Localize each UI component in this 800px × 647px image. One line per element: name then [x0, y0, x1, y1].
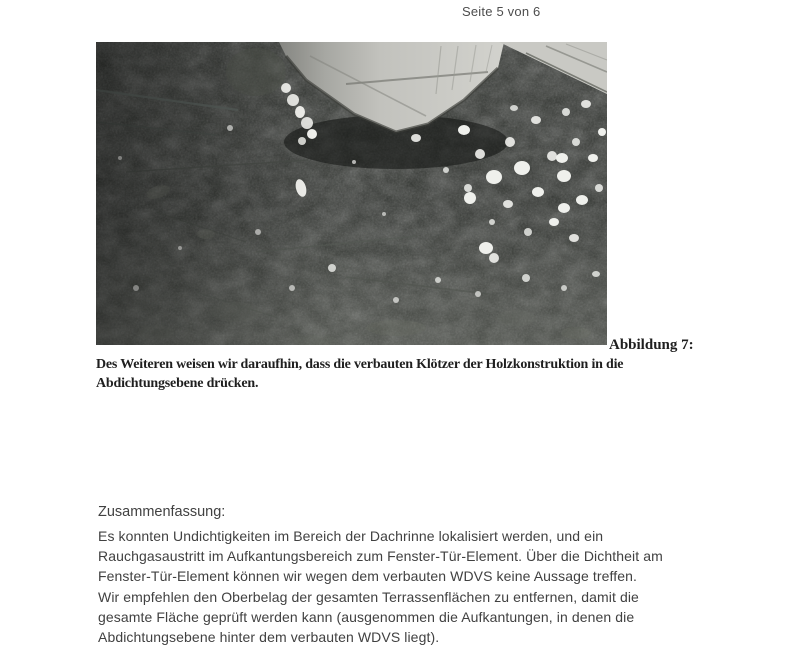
body-paragraph-line: Fenster-Tür-Element können wir wegen dem verbauten WDVS keine Aussage treffen. [98, 568, 638, 584]
body-paragraph-line: Wir empfehlen den Oberbelag der gesamten Terrassenflächen zu entfernen, damit die [98, 589, 639, 605]
figure-caption-line: Abdichtungsebene drücken. [96, 376, 259, 391]
figure-photo-illustration [96, 42, 607, 345]
summary-heading: Zusammenfassung: [98, 504, 226, 520]
body-paragraph-line: Abdichtungsebene hinter dem verbauten WDVS liegt). [98, 629, 440, 645]
body-paragraph-line: Rauchgasaustritt im Aufkantungsbereich zum Fenster-Tür-Element. Über die Dichtheit am [98, 548, 663, 564]
page-number: Seite 5 von 6 [462, 4, 541, 19]
figure-caption-line: Des Weiteren weisen wir daraufhin, dass die verbauten Klötzer der Holzkonstruktion in die [96, 357, 624, 372]
body-paragraph-line: Es konnten Undichtigkeiten im Bereich der Dachrinne lokalisiert werden, und ein [98, 528, 604, 544]
body-paragraph-line: gesamte Fläche geprüft werden kann (ausgenommen die Aufkantungen, in denen die [98, 609, 635, 625]
summary-paragraph-2 [98, 587, 639, 647]
figure-photo [96, 42, 607, 345]
figure-label: Abbildung 7: [609, 337, 694, 353]
figure-caption [96, 355, 623, 393]
summary-paragraph-1 [98, 526, 663, 586]
